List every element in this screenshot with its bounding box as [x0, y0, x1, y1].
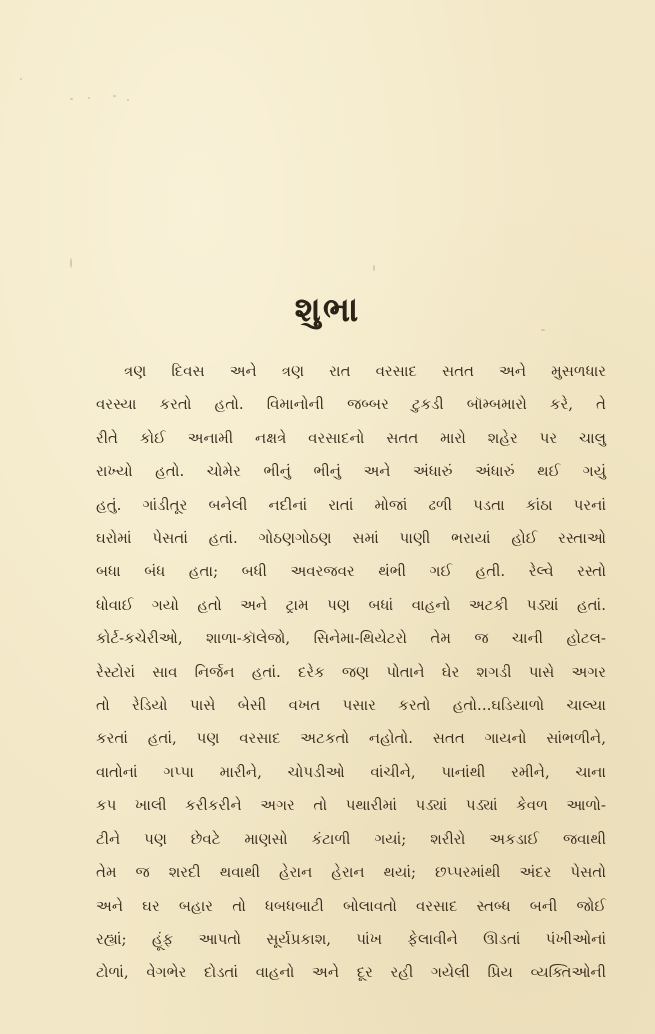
paper-speck	[113, 95, 116, 97]
text-line: અને ઘર બહાર તો ધબધબાટી બોલાવતો વરસાદ સ્તબ્ધ બની જોઈ	[96, 896, 606, 915]
text-line: ધોવાઈ ગયો હતો અને ટ્રામ પણ બધાં વાહનો અટકી પડ્યાં હતાં.	[96, 595, 606, 614]
paper-speck	[373, 265, 375, 271]
text-line: રાખ્યો હતો. ચોમેર ભીનું ભીનું અને અંધારું અંધારું થઈ ગયું	[96, 462, 606, 481]
text-line: વાતોનાં ગપ્પા મારીને, ચોપડીઓ વાંચીને, પાનાંથી રમીને, ચાના	[96, 762, 606, 781]
paper-speck	[88, 97, 90, 99]
text-line: ટીને પણ છેવટે માણસો કંટાળી ગયાં; શરીરો અકડાઈ જવાથી	[96, 829, 606, 848]
text-line: રેસ્ટોરાં સાવ નિર્જન હતાં. દરેક જણ પોતાને ઘેર શગડી પાસે અગર	[96, 662, 606, 681]
text-line: રહ્યાં; હૂંફ આપતો સૂર્યપ્રકાશ, પાંખ ફેલાવીને ઊડતાં પંખીઓનાં	[96, 929, 606, 948]
paper-speck	[20, 78, 22, 80]
text-line: હતું. ગાંડીતૂર બનેલી નદીનાં રાતાં મોજાં ઢળી પડતા કાંઠા પરનાં	[96, 495, 606, 514]
text-line: કપ ખાલી કરીકરીને અગર તો પથારીમાં પડ્યાં પડ્યાં કેવળ આળો-	[96, 796, 606, 815]
text-line: ત્રણ દિવસ અને ત્રણ રાત વરસાદ સતત અને મુસળધાર	[124, 362, 606, 380]
chapter-title: શુભા	[294, 290, 361, 330]
text-line: બધા બંધ હતા; બધી અવરજવર થંભી ગઈ હતી. રેલ્વે રસ્તો	[96, 562, 606, 581]
text-line: કરતાં હતાં, પણ વરસાદ અટકતો નહોતો. સતત ગાયનો સાંભળીને,	[96, 729, 606, 748]
paper-speck	[70, 258, 72, 268]
body-text	[96, 355, 606, 990]
text-line: કોર્ટ-કચેરીઓ, શાળા-કૉલેજો, સિનેમા-થિયેટરો તેમ જ ચાની હોટલ-	[96, 629, 606, 648]
text-line: તેમ જ શરદી થવાથી હેરાન હેરાન થયાં; છપ્પરમાંથી અંદર પેસતો	[96, 863, 606, 882]
text-line: ઘરોમાં પેસતાં હતાં. ગોઠણગોઠણ સમાં પાણી ભરાયાં હોઈ રસ્તાઓ	[96, 529, 606, 548]
paper-speck	[70, 98, 73, 100]
text-line: તો રેડિયો પાસે બેસી વખત પસાર કરતો હતો...ઘડિયાળો ચાલ્યા	[96, 696, 606, 715]
paper-speck	[127, 99, 129, 101]
text-line: ટોળાં, વેગભેર દોડતાં વાહનો અને દૂર રહી ગયેલી પ્રિય વ્યક્તિઓની	[96, 963, 606, 982]
text-line: રીતે કોઈ અનામી નક્ષત્રે વરસાદનો સતત મારો શહેર પર ચાલુ	[96, 428, 606, 447]
text-line: વરસ્યા કરતો હતો. વિમાનોની જબ્બર ટુકડી બૉમ્બમારો કરે, તે	[96, 395, 606, 414]
